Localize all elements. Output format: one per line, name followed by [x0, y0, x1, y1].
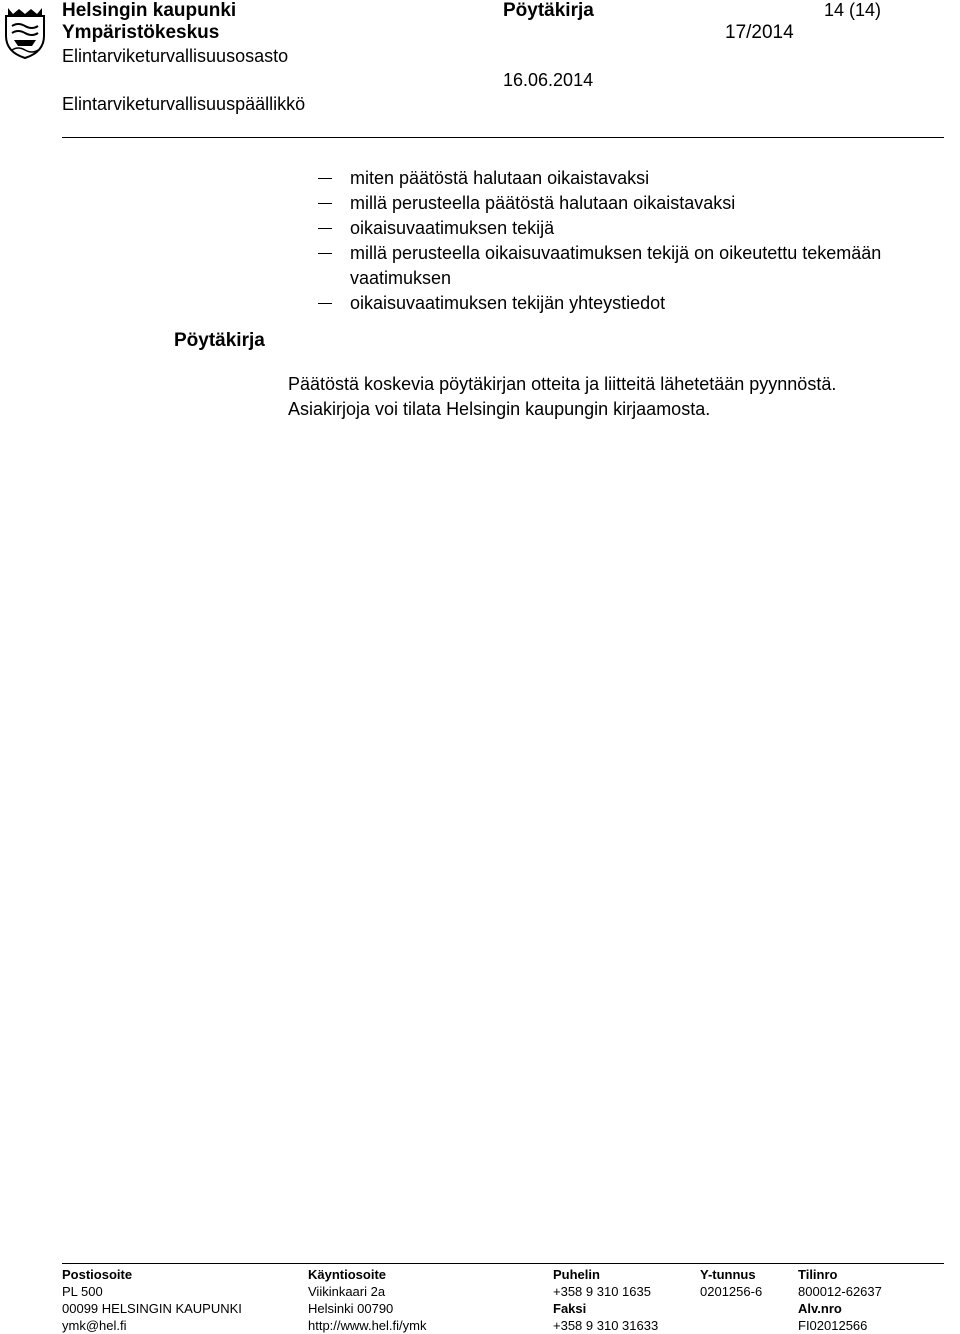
section-heading: Pöytäkirja — [174, 330, 265, 351]
list-item: miten päätöstä halutaan oikaistavaksi — [318, 166, 938, 191]
footer-value: +358 9 310 31633 — [553, 1318, 659, 1333]
decision-maker-role: Elintarviketurvallisuuspäällikkö — [62, 94, 306, 114]
document-number: 17/2014 — [725, 22, 794, 43]
footer-phone — [553, 1266, 658, 1334]
dash-bullet-icon — [318, 253, 332, 254]
paragraph-line: Asiakirjoja voi tilata Helsingin kaupungin kirjaamosta. — [288, 399, 711, 419]
organization-name: Helsingin kaupunki — [62, 0, 237, 21]
footer-label: Faksi — [553, 1301, 587, 1316]
department-name: Ympäristökeskus — [62, 22, 220, 43]
footer-label: Postiosoite — [62, 1267, 133, 1282]
footer-label: Alv.nro — [798, 1301, 842, 1316]
footer-postal-address — [62, 1266, 242, 1334]
footer-label: Puhelin — [553, 1267, 600, 1282]
dash-bullet-icon — [318, 228, 332, 229]
dash-bullet-icon — [318, 178, 332, 179]
footer-value: Viikinkaari 2a — [308, 1284, 386, 1299]
dash-bullet-icon — [318, 303, 332, 304]
footer-website-link[interactable]: http://www.hel.fi/ymk — [308, 1318, 427, 1333]
helsinki-crest-logo — [4, 6, 46, 60]
footer-value: 0201256-6 — [700, 1284, 763, 1299]
footer-label: Käyntiosoite — [308, 1267, 387, 1282]
list-item: millä perusteella oikaisuvaatimuksen tekijä on oikeutettu tekemään vaatimuksen — [318, 241, 938, 291]
list-item: oikaisuvaatimuksen tekijä — [318, 216, 938, 241]
footer-value: +358 9 310 1635 — [553, 1284, 651, 1299]
paragraph-line: Päätöstä koskevia pöytäkirjan otteita ja liitteitä lähetetään pyynnöstä. — [288, 374, 837, 394]
footer-value: PL 500 — [62, 1284, 103, 1299]
footer-visiting-address — [308, 1266, 426, 1334]
dash-bullet-icon — [318, 203, 332, 204]
info-paragraph — [288, 372, 836, 422]
list-item: millä perusteella päätöstä halutaan oikaistavaksi — [318, 191, 938, 216]
page-number: 14 (14) — [824, 0, 882, 20]
requirements-list — [318, 166, 938, 316]
footer-account — [798, 1266, 882, 1334]
document-date: 16.06.2014 — [503, 70, 594, 90]
footer-value: 00099 HELSINGIN KAUPUNKI — [62, 1301, 242, 1316]
footer-value: 800012-62637 — [798, 1284, 882, 1299]
footer-email-link[interactable]: ymk@hel.fi — [62, 1318, 127, 1333]
footer-value: FI02012566 — [798, 1318, 868, 1333]
footer-divider — [62, 1263, 944, 1264]
list-item: oikaisuvaatimuksen tekijän yhteystiedot — [318, 291, 938, 316]
footer-label: Tilinro — [798, 1267, 838, 1282]
header-divider — [62, 137, 944, 138]
footer-label: Y-tunnus — [700, 1267, 756, 1282]
footer-business-id — [700, 1266, 762, 1300]
document-type: Pöytäkirja — [503, 0, 594, 21]
unit-name: Elintarviketurvallisuusosasto — [62, 46, 289, 66]
footer-value: Helsinki 00790 — [308, 1301, 394, 1316]
